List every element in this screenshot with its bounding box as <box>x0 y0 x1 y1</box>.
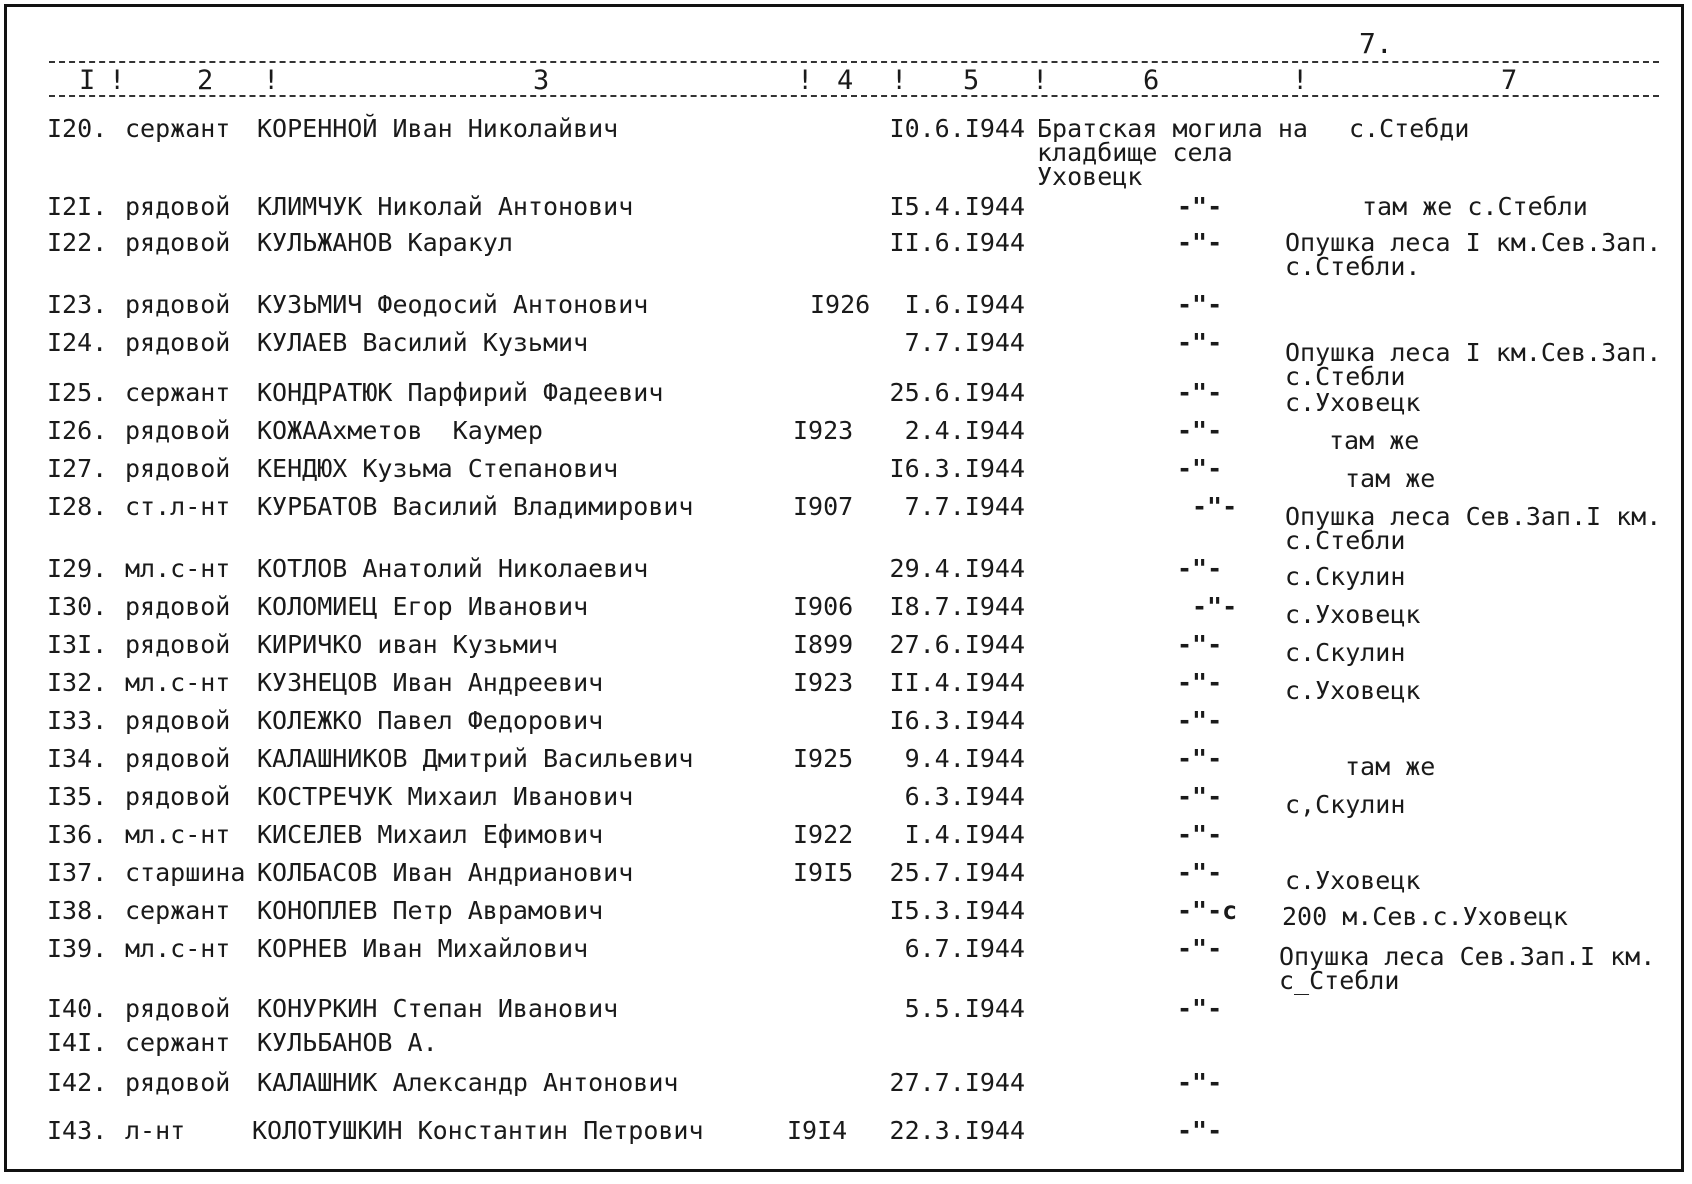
burial-place-ditto: -"- <box>1177 1068 1223 1097</box>
rank: рядовой <box>125 416 231 445</box>
burial-place-ditto: -"- <box>1177 820 1223 849</box>
record-number: I24. <box>47 328 108 357</box>
record-number: I3I. <box>47 630 108 659</box>
column-header-3: 3 <box>533 65 550 96</box>
record-number: I25. <box>47 378 108 407</box>
record-number: I2I. <box>47 192 108 221</box>
rank: рядовой <box>125 228 231 257</box>
death-date: 22.3.I944 <box>889 1116 1025 1145</box>
full-name: КИСЕЛЕВ Михаил Ефимович <box>257 820 604 849</box>
rank: рядовой <box>125 192 231 221</box>
rank: сержант <box>125 896 231 925</box>
burial-place-ditto: -"-с <box>1177 896 1238 925</box>
burial-place: Братская могила на кладбище села Уховецк <box>1037 114 1308 191</box>
birth-year: I923 <box>793 416 854 445</box>
burial-place-ditto: -"- <box>1177 554 1223 583</box>
column-header-2: 2 <box>197 65 214 96</box>
record-number: I23. <box>47 290 108 319</box>
birth-year: I922 <box>793 820 854 849</box>
full-name: КУЗЬМИЧ Феодосий Антонович <box>257 290 649 319</box>
rank: рядовой <box>125 706 231 735</box>
record-number: I39. <box>47 934 108 963</box>
rank: рядовой <box>125 1068 231 1097</box>
full-name: КОЛОТУШКИН Константин Петрович <box>252 1116 704 1145</box>
burial-location-note: там же <box>1345 752 1436 781</box>
column-separator: ! <box>1032 65 1049 96</box>
column-separator: ! <box>797 65 814 96</box>
rank: старшина <box>125 858 246 887</box>
column-header-7: 7 <box>1501 65 1518 96</box>
burial-location-note: с,Скулин <box>1285 790 1406 819</box>
death-date: I.6.I944 <box>904 290 1025 319</box>
burial-place-ditto: -"- <box>1177 328 1223 357</box>
rank: л-нт <box>125 1116 186 1145</box>
burial-location-note: там же <box>1329 426 1420 455</box>
document-page <box>4 4 1684 1172</box>
burial-location-note: Опушка леса Сев.Зап.I км. с_Стебли <box>1279 942 1656 995</box>
birth-year: I923 <box>793 668 854 697</box>
death-date: I5.3.I944 <box>889 896 1025 925</box>
full-name: КУЗНЕЦОВ Иван Андреевич <box>257 668 604 697</box>
burial-location-note: Опушка леса Сев.Зап.I км. с.Стебли <box>1285 502 1662 555</box>
page-number: 7. <box>1359 27 1393 60</box>
burial-location-note: с.Скулин <box>1285 562 1406 591</box>
full-name: КОРНЕВ Иван Михайлович <box>257 934 589 963</box>
rank: сержант <box>125 378 231 407</box>
death-date: I6.3.I944 <box>889 706 1025 735</box>
rank: рядовой <box>125 994 231 1023</box>
record-number: I30. <box>47 592 108 621</box>
full-name: КОНДРАТЮК Парфирий Фадеевич <box>257 378 664 407</box>
record-number: I4I. <box>47 1028 108 1057</box>
record-number: I34. <box>47 744 108 773</box>
death-date: I8.7.I944 <box>889 592 1025 621</box>
burial-place-ditto: -"- <box>1177 454 1223 483</box>
burial-location-note: с.Уховецк <box>1285 600 1421 629</box>
birth-year: I9I5 <box>793 858 854 887</box>
rank: рядовой <box>125 328 231 357</box>
full-name: КОЛБАСОВ Иван Андрианович <box>257 858 634 887</box>
rank: рядовой <box>125 592 231 621</box>
rank: рядовой <box>125 630 231 659</box>
birth-year: I899 <box>793 630 854 659</box>
death-date: I.4.I944 <box>904 820 1025 849</box>
rank: рядовой <box>125 454 231 483</box>
record-number: I42. <box>47 1068 108 1097</box>
rank: мл.с-нт <box>125 554 231 583</box>
full-name: КИРИЧКО иван Кузьмич <box>257 630 559 659</box>
record-number: I40. <box>47 994 108 1023</box>
birth-year: I925 <box>793 744 854 773</box>
column-separator: ! <box>263 65 280 96</box>
full-name: КОНУРКИН Степан Иванович <box>257 994 619 1023</box>
record-number: I28. <box>47 492 108 521</box>
burial-location-note: Опушка леса I км.Сев.Зап. с.Стебли. <box>1285 228 1662 281</box>
record-number: I32. <box>47 668 108 697</box>
column-header-1: I <box>79 65 96 96</box>
death-date: 9.4.I944 <box>904 744 1025 773</box>
full-name: КУЛЬЖАНОВ Каракул <box>257 228 513 257</box>
burial-place-ditto: -"- <box>1177 706 1223 735</box>
death-date: 27.6.I944 <box>889 630 1025 659</box>
birth-year: I9I4 <box>787 1116 848 1145</box>
death-date: I6.3.I944 <box>889 454 1025 483</box>
burial-place-ditto: -"- <box>1177 290 1223 319</box>
column-header-6: 6 <box>1143 65 1160 96</box>
burial-place-ditto: -"- <box>1177 228 1223 257</box>
burial-location-note: там же с.Стебли <box>1362 192 1588 221</box>
column-header-4: 4 <box>837 65 854 96</box>
birth-year: I907 <box>793 492 854 521</box>
full-name: КОЛЕЖКО Павел Федорович <box>257 706 604 735</box>
burial-location-note: Опушка леса I км.Сев.Зап. с.Стебли <box>1285 338 1662 391</box>
record-number: I22. <box>47 228 108 257</box>
record-number: I36. <box>47 820 108 849</box>
birth-year: I906 <box>793 592 854 621</box>
burial-place-ditto: -"- <box>1177 378 1223 407</box>
column-separator: ! <box>891 65 908 96</box>
rank: рядовой <box>125 782 231 811</box>
death-date: II.4.I944 <box>889 668 1025 697</box>
full-name: КЕНДЮХ Кузьма Степанович <box>257 454 619 483</box>
column-separator: ! <box>1292 65 1309 96</box>
burial-place-ditto: -"- <box>1177 630 1223 659</box>
burial-place-ditto: -"- <box>1177 858 1223 887</box>
death-date: 6.3.I944 <box>904 782 1025 811</box>
full-name: КАЛАШНИКОВ Дмитрий Васильевич <box>257 744 694 773</box>
burial-record-list <box>7 7 1681 1169</box>
full-name: КОНОПЛЕВ Петр Аврамович <box>257 896 604 925</box>
rank: ст.л-нт <box>125 492 231 521</box>
burial-place-ditto: -"- <box>1177 782 1223 811</box>
column-header-5: 5 <box>963 65 980 96</box>
full-name: КУРБАТОВ Василий Владимирович <box>257 492 694 521</box>
record-number: I43. <box>47 1116 108 1145</box>
burial-location-note: там же <box>1345 464 1436 493</box>
record-number: I27. <box>47 454 108 483</box>
burial-place-ditto: -"- <box>1177 1116 1223 1145</box>
full-name: КОСТРЕЧУК Михаил Иванович <box>257 782 634 811</box>
record-number: I37. <box>47 858 108 887</box>
burial-place-ditto: -"- <box>1192 492 1238 521</box>
burial-place-ditto: -"- <box>1177 934 1223 963</box>
death-date: 7.7.I944 <box>904 328 1025 357</box>
rank: сержант <box>125 1028 231 1057</box>
burial-place-ditto: -"- <box>1177 416 1223 445</box>
burial-location-note: с.Скулин <box>1285 638 1406 667</box>
full-name: КУЛЬБАНОВ А. <box>257 1028 438 1057</box>
rank: рядовой <box>125 290 231 319</box>
burial-location-note: с.Стебди <box>1349 114 1470 143</box>
full-name: КЛИМЧУК Николай Антонович <box>257 192 634 221</box>
death-date: 2.4.I944 <box>904 416 1025 445</box>
record-number: I20. <box>47 114 108 143</box>
burial-location-note: с.Уховецк <box>1285 676 1421 705</box>
burial-place-ditto: -"- <box>1177 744 1223 773</box>
record-number: I33. <box>47 706 108 735</box>
death-date: 29.4.I944 <box>889 554 1025 583</box>
death-date: 6.7.I944 <box>904 934 1025 963</box>
birth-year: I926 <box>810 290 871 319</box>
full-name: КОЛОМИЕЦ Егор Иванович <box>257 592 589 621</box>
burial-location-note: 200 м.Сев.с.Уховецк <box>1282 902 1568 931</box>
column-separator: ! <box>109 65 126 96</box>
full-name: КОЖААхметов Каумер <box>257 416 543 445</box>
record-number: I26. <box>47 416 108 445</box>
rank: мл.с-нт <box>125 668 231 697</box>
record-number: I35. <box>47 782 108 811</box>
death-date: 27.7.I944 <box>889 1068 1025 1097</box>
death-date: I5.4.I944 <box>889 192 1025 221</box>
death-date: 7.7.I944 <box>904 492 1025 521</box>
burial-place-ditto: -"- <box>1177 192 1223 221</box>
full-name: КАЛАШНИК Александр Антонович <box>257 1068 679 1097</box>
rank: мл.с-нт <box>125 820 231 849</box>
burial-place-ditto: -"- <box>1177 668 1223 697</box>
death-date: II.6.I944 <box>889 228 1025 257</box>
rank: мл.с-нт <box>125 934 231 963</box>
full-name: КУЛАЕВ Василий Кузьмич <box>257 328 589 357</box>
full-name: КОТЛОВ Анатолий Николаевич <box>257 554 649 583</box>
rank: сержант <box>125 114 231 143</box>
death-date: 25.7.I944 <box>889 858 1025 887</box>
death-date: 25.6.I944 <box>889 378 1025 407</box>
rank: рядовой <box>125 744 231 773</box>
burial-location-note: с.Уховецк <box>1285 866 1421 895</box>
record-number: I29. <box>47 554 108 583</box>
record-number: I38. <box>47 896 108 925</box>
burial-place-ditto: -"- <box>1192 592 1238 621</box>
full-name: КОРЕННОЙ Иван Николайвич <box>257 114 619 143</box>
death-date: 5.5.I944 <box>904 994 1025 1023</box>
death-date: I0.6.I944 <box>889 114 1025 143</box>
burial-location-note: с.Уховецк <box>1285 388 1421 417</box>
burial-place-ditto: -"- <box>1177 994 1223 1023</box>
